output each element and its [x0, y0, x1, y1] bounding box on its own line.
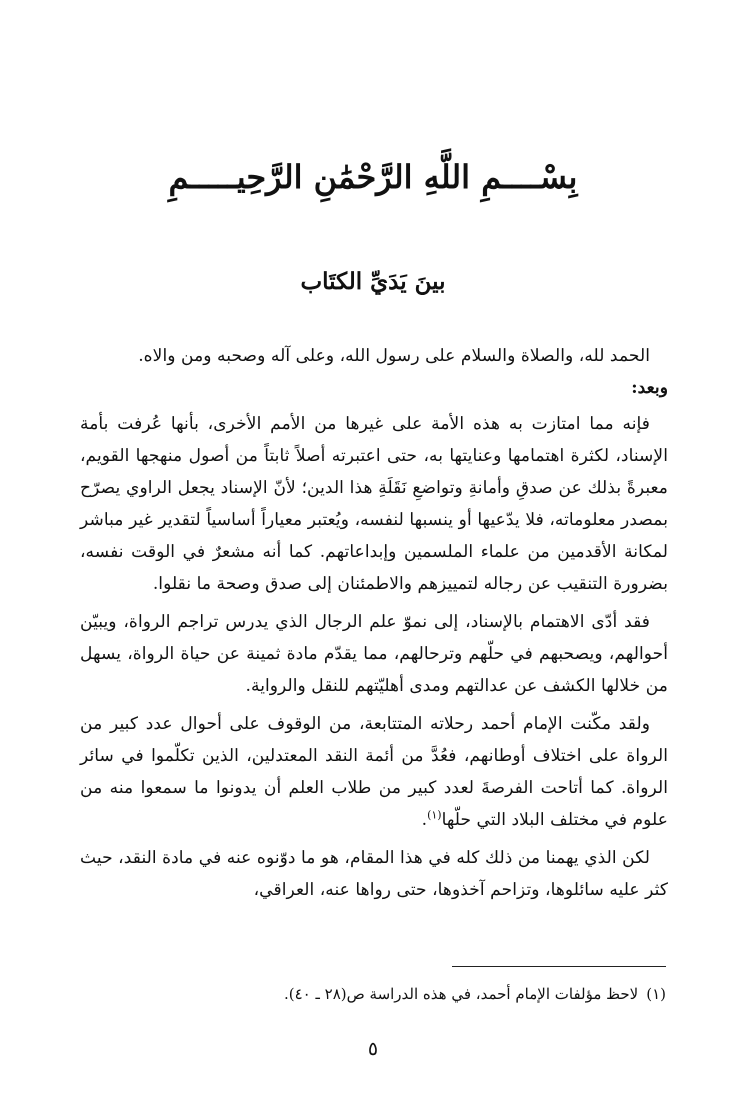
paragraph-2: فقد أدّى الاهتمام بالإسناد، إلى نموّ علم الرجال الذي يدرس تراجم الرواة، ويبيّن أحوالهم، ويصحبهم في حلّهم وترحالهم، مما يقدّم مادة ثمينة عن حياة الرواة، يسهل من خلالها الكشف عن عدالتهم ومدى أهليّتهم للنقل والرواية.	[80, 612, 668, 696]
page-number: ٥	[367, 1038, 379, 1060]
main-text	[80, 340, 668, 912]
section-heading: بينَ يَدَيِّ الكتَاب	[300, 268, 446, 295]
footnote-text: لاحظ مؤلفات الإمام أحمد، في هذه الدراسة ص(٢٨ ـ ٤٠).	[283, 985, 639, 1003]
paragraph-4: لكن الذي يهمنا من ذلك كله في هذا المقام، هو ما دوّنوه عنه في مادة النقد، حيث كثر عليه سائلوها، وتزاحم آخذوها، حتى رواها عنه، العراقي،	[80, 848, 668, 900]
footnote-divider	[452, 966, 666, 967]
paragraph-1: فإنه مما امتازت به هذه الأمة على غيرها من الأمم الأخرى، بأنها عُرفت بأمة الإسناد، لكثرة اهتمامها وعنايتها به، حتى اعتبرته أصلاً ثابتاً من أصول منهجها القويم، معبرةً بذلك عن صدقِ وأمانةِ وتواضعِ نَقَلَةِ هذا الدين؛ لأنّ الإسناد يجعل الراوي يصرّح بمصدر معلوماته، فلا يدّعيها أو ينسبها لنفسه، ويُعتبر معياراً أساسياً لتقدير غير مباشر لمكانة الأقدمين من علماء الملسمين وإبداعاتهم. كما أنه مشعرٌ في الوقت نفسه، بضرورة التنقيب عن رجاله لتمييزهم والاطمئنان إلى صدق وصحة ما نقلوا.	[80, 414, 668, 594]
footnote-number: (١)	[646, 985, 666, 1003]
footnote	[78, 983, 666, 1005]
wabad-label: وبعد:	[631, 378, 668, 398]
opening-praise: الحمد لله، والصلاة والسلام على رسول الله، وعلى آله وصحبه ومن والاه.	[138, 346, 650, 366]
paragraph-3: ولقد مكّنت الإمام أحمد رحلاته المتتابعة، من الوقوف على أحوال عدد كبير من الرواة على اختلاف أوطانهم، فعُدَّ من أئمة النقد المعتدلين، الذين تكلّموا في سائر الرواة. كما أتاحت الفرصةَ لعدد كبير من طلاب العلم أن يدونوا ما سمعوا منه من علوم في مختلف البلاد التي حلّها$^{(١)}$.	[80, 714, 668, 830]
basmala-calligraphy: بِسْــــمِ اللَّهِ الرَّحْمَٰنِ الرَّحِيـــــمِ	[168, 158, 578, 196]
footnote-reference[interactable]: (١)	[427, 808, 442, 822]
paragraph-3-text: ولقد مكّنت الإمام أحمد رحلاته المتتابعة، من الوقوف على أحوال عدد كبير من الرواة على اختلاف أوطانهم، فعُدَّ من أئمة النقد المعتدلين، الذين تكلّموا في سائر الرواة. كما أتاحت الفرصةَ لعدد كبير من طلاب العلم أن يدونوا ما سمعوا منه من علوم في مختلف البلاد التي حلّها	[80, 714, 668, 830]
